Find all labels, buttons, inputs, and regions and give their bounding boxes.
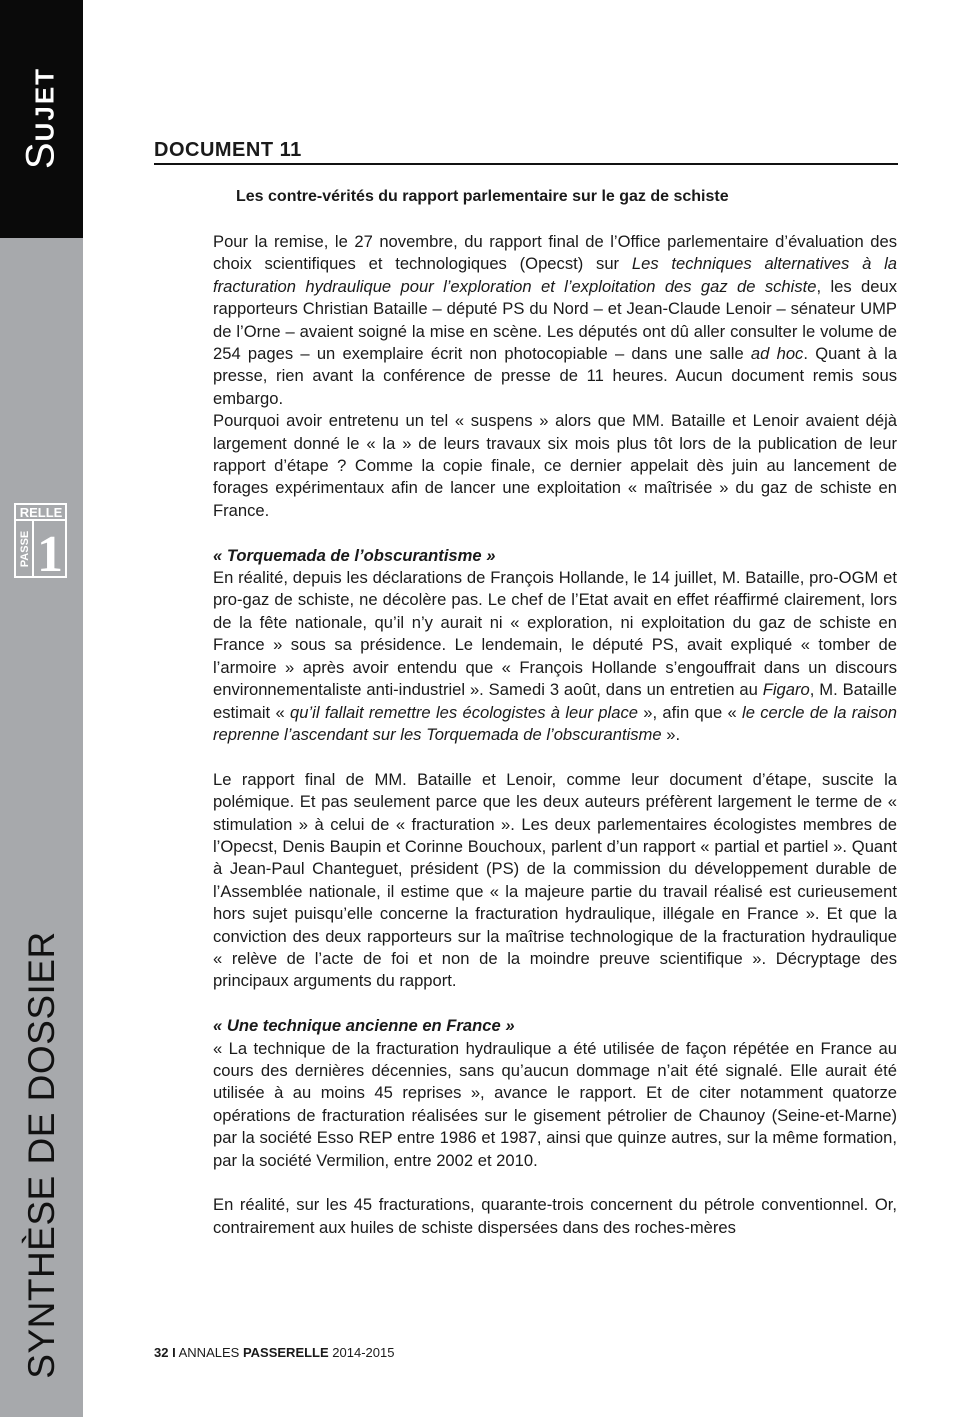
paragraph-text: », afin que «: [637, 702, 743, 722]
paragraph-2: Pourquoi avoir entretenu un tel « suspens » alors que MM. Bataille et Lenoir avaient déjà largement donné le « la » de leurs travaux six mois plus tôt lors de la publication de leur rapport d’étape ? Comme la copie finale, ce dernier appelait dès juin au lancement de forages expérimentaux afin de lancer une exploitation « maîtrisée » du gaz de schiste en France.: [213, 411, 897, 520]
passerelle-logo: [14, 503, 67, 578]
figaro-italic: Figaro: [762, 680, 810, 700]
footer-annales: ANNALES: [178, 1345, 240, 1360]
quote-italic: le cercle de la raison reprenne l’ascendant sur les Torquemada de l’obscurantisme: [213, 702, 897, 744]
paragraph-text: . Quant à la presse, rien avant la conférence de presse de 11 heures. Aucun document remis sous embargo.: [213, 344, 898, 408]
page-number: 32: [154, 1345, 169, 1360]
paragraph-1: [213, 231, 897, 410]
paragraph-text: ».: [661, 724, 681, 744]
article-title: Les contre-vérités du rapport parlementaire sur le gaz de schiste: [236, 188, 729, 205]
article-body: [213, 231, 897, 1239]
section-heading-technique: « Une technique ancienne en France »: [213, 1016, 515, 1036]
sujet-rest: UJET: [29, 66, 60, 142]
footer-passerelle: PASSERELLE: [242, 1345, 329, 1360]
section-label-sujet: [19, 67, 64, 169]
paragraph-text: En réalité, depuis les déclarations de François Hollande, le 14 juillet, M. Bataille, pro-OGM et pro-gaz de schiste, ne décolère pas. Le chef de l’Etat avait en effet réaffirmé clairement, lors de la fête nationale, qu’il n’y aurait ni « exploration, ni exploitation du gaz de schiste en France » sous sa présidence. Le lendemain, le député PS, avait expliqué « tomber de l’armoire » après avoir entendu que « François Hollande s’engouffrait dans un discours environnementaliste anti-industriel ». Samedi 3 août, dans un entretien au: [213, 568, 897, 700]
paragraph-text: , M. Bataille estimait «: [213, 680, 897, 722]
sujet-initial: S: [18, 141, 63, 170]
document-label: DOCUMENT 11: [154, 139, 898, 165]
paragraph-6: En réalité, sur les 45 fracturations, quarante-trois concernent du pétrole conventionnel. Or, contrairement aux huiles de schiste dispersées dans des roches-mères: [213, 1195, 897, 1237]
paragraph-text: , les deux rapporteurs Christian Bataille – député PS du Nord – et Jean-Claude Lenoir – sénateur UMP de l’Orne – avaient soigné la mise en scène. Les députés ont dû aller consulter le volume de 254 pages – un exemplaire écrit non photocopiable – dans une salle: [213, 276, 897, 364]
page-footer: [154, 1345, 394, 1361]
report-title-italic: Les techniques alternatives à la fracturation hydraulique pour l’exploration et l’exploitation des gaz de schiste: [213, 254, 898, 296]
quote-italic: qu’il fallait remettre les écologistes à leur place: [290, 702, 638, 722]
section-label-synthese: SYNTHÈSE DE DOSSIER: [21, 931, 62, 1379]
paragraph-text: Pour la remise, le 27 novembre, du rapport final de l’Office parlementaire d’évaluation des choix scientifiques et technologiques (Opecst) sur: [213, 232, 897, 274]
logo-text-passe: PASSE: [19, 530, 31, 568]
logo-text-relle: RELLE: [19, 505, 63, 520]
paragraph-5: « La technique de la fracturation hydraulique a été utilisée de façon répétée en France au cours des dernières décennies, sans qu’aucun dommage n’ait été signalé. Elle aurait été utilisée à au moins 45 reprises », avance le rapport. Et de citer notamment quatorze opérations de fracturation réalisées sur le gisement pétrolier de Chaunoy (Seine-et-Marne) par la société Esso REP entre 1986 et 1987, ainsi que quinze autres, sur la même formation, par la société Vermilion, entre 2002 et 2010.: [213, 1038, 897, 1170]
paragraph-4: Le rapport final de MM. Bataille et Lenoir, comme leur document d’étape, suscite la polémique. Et pas seulement parce que les deux auteurs préfèrent largement le terme de « stimulation » à celui de « fracturation ». Les deux parlementaires écologistes membres de l’Opecst, Denis Baupin et Corinne Bouchoux, parlent d’un rapport « partial et partiel ». Quant à Jean-Paul Chanteguet, président (PS) de la commission du développement durable de l’Assemblée nationale, il estime que « la majeure partie du travail réalisé est curieusement hors sujet puisqu’elle concerne la fracturation hydraulique, illégale en France ». Et que la conviction des deux rapporteurs sur la maîtrise technologique de la fracturation hydraulique « relève de l’acte de foi et non de la moindre preuve scientifique ». Décryptage des principaux arguments du rapport.: [213, 769, 897, 991]
sidebar-header-block: [0, 0, 83, 238]
section-heading-torquemada: « Torquemada de l’obscurantisme »: [213, 545, 496, 565]
paragraph-3: [213, 567, 897, 746]
sidebar: [0, 0, 83, 1417]
footer-years: 2014-2015: [328, 1345, 395, 1360]
ad-hoc-italic: ad hoc: [750, 344, 804, 364]
logo-number: 1: [37, 526, 63, 578]
footer-separator: I: [172, 1345, 176, 1360]
